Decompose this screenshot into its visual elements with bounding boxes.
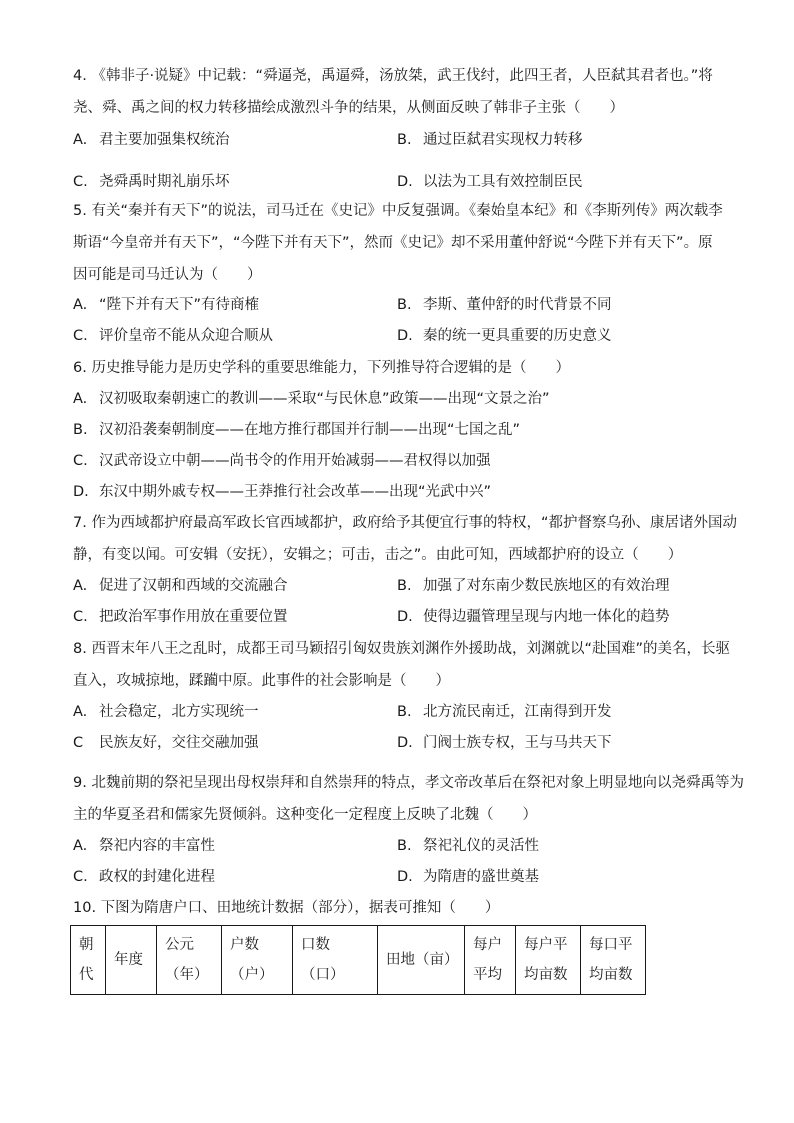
option-b: B. 通过臣弑君实现权力转移	[397, 132, 583, 148]
question-stem-line: 因可能是司马迁认为（ ）	[73, 267, 262, 283]
option-c: C. 尧舜禹时期礼崩乐坏	[73, 174, 230, 190]
question-4	[73, 60, 723, 124]
header-cell: 公元 （年）	[157, 926, 222, 995]
question-10	[73, 892, 723, 924]
statistics-table	[70, 925, 646, 995]
question-stem-line: 斯语“今皇帝并有天下”，“今陛下并有天下”，然而《史记》却不采用董仲舒说“今陛下并有天下”。原	[73, 235, 713, 251]
question-stem-line: 5. 有关“秦并有天下”的说法，司马迁在《史记》中反复强调。《秦始皇本纪》和《李斯列传》两次载李	[73, 203, 723, 219]
question-stem-line: 8. 西晋末年八王之乱时，成都王司马颖招引匈奴贵族刘渊作外援助战，刘渊就以“赴国难”的美名，长驱	[73, 641, 730, 657]
header-cell: 口数 （口）	[293, 926, 378, 995]
question-stem-line: 7. 作为西域都护府最高军政长官西域都护，政府给予其便宜行事的特权，“都护督察乌孙、康居诸外国动	[73, 515, 737, 531]
question-stem-line: 4. 《韩非子·说疑》中记载：“舜逼尧，禹逼舜，汤放桀，武王伐纣，此四王者，人臣弑其君者也。”将	[73, 68, 713, 84]
option-d: D. 使得边疆管理呈现与内地一体化的趋势	[397, 609, 670, 625]
question-5	[73, 195, 723, 291]
option-c: C 民族友好，交往交融加强	[73, 735, 259, 751]
option-c: C. 汉武帝设立中朝——尚书令的作用开始减弱——君权得以加强	[73, 453, 491, 469]
question-stem-line: 静，有变以闻。可安辑（安抚），安辑之；可击，击之”。由此可知，西域都护府的设立（ ）	[73, 547, 683, 563]
header-cell: 每户平 均亩数	[516, 926, 581, 995]
option-a: A. 促进了汉朝和西域的交流融合	[73, 578, 288, 594]
question-stem-line: 直入，攻城掠地，蹂躏中原。此事件的社会影响是（ ）	[73, 673, 450, 689]
question-7	[73, 507, 737, 571]
option-d: D. 以法为工具有效控制臣民	[397, 174, 583, 190]
option-b: B. 北方流民南迁，江南得到开发	[397, 704, 612, 720]
header-cell: 每户 平均	[465, 926, 516, 995]
option-a: A. 社会稳定，北方实现统一	[73, 704, 259, 720]
option-b: B. 李斯、董仲舒的时代背景不同	[397, 297, 612, 313]
option-a: A. 祭祀内容的丰富性	[73, 838, 215, 854]
table-header-row	[71, 926, 646, 995]
question-6	[73, 352, 723, 384]
option-c: C. 评价皇帝不能从众迎合顺从	[73, 328, 273, 344]
question-stem-line: 10. 下图为隋唐户口、田地统计数据（部分），据表可推知（ ）	[73, 900, 500, 916]
header-cell: 户数 （户）	[222, 926, 293, 995]
header-cell: 每口平 均亩数	[581, 926, 646, 995]
question-stem-line: 主的华夏圣君和儒家先贤倾斜。这种变化一定程度上反映了北魏（ ）	[73, 807, 537, 823]
option-a: A. 君主要加强集权统治	[73, 132, 230, 148]
option-d: D. 秦的统一更具重要的历史意义	[397, 328, 612, 344]
option-b: B. 祭祀礼仪的灵活性	[397, 838, 539, 854]
option-a: A. “陛下并有天下”有待商榷	[73, 297, 260, 313]
option-a: A. 汉初吸取秦朝速亡的教训——采取“与民休息”政策——出现“文景之治”	[73, 391, 550, 407]
option-d: D. 东汉中期外戚专权——王莽推行社会改革——出现“光武中兴”	[73, 484, 492, 500]
question-stem-line: 尧、舜、禹之间的权力转移描绘成激烈斗争的结果，从侧面反映了韩非子主张（ ）	[73, 100, 624, 116]
question-9	[73, 767, 744, 831]
header-cell: 田地（亩）	[378, 926, 465, 995]
option-c: C. 政权的封建化进程	[73, 869, 215, 885]
header-cell: 朝 代	[71, 926, 106, 995]
option-b: B. 加强了对东南少数民族地区的有效治理	[397, 578, 670, 594]
header-cell: 年度	[106, 926, 157, 995]
option-d: D. 为隋唐的盛世奠基	[397, 869, 539, 885]
option-b: B. 汉初沿袭秦朝制度——在地方推行郡国并行制——出现“七国之乱”	[73, 422, 521, 438]
question-stem-line: 6. 历史推导能力是历史学科的重要思维能力，下列推导符合逻辑的是（ ）	[73, 360, 570, 376]
option-d: D. 门阀士族专权，王与马共天下	[397, 735, 612, 751]
question-stem-line: 9. 北魏前期的祭祀呈现出母权崇拜和自然崇拜的特点，孝文帝改革后在祭祀对象上明显地向以尧舜禹等为	[73, 775, 744, 791]
question-8	[73, 633, 730, 697]
option-c: C. 把政治军事作用放在重要位置	[73, 609, 288, 625]
